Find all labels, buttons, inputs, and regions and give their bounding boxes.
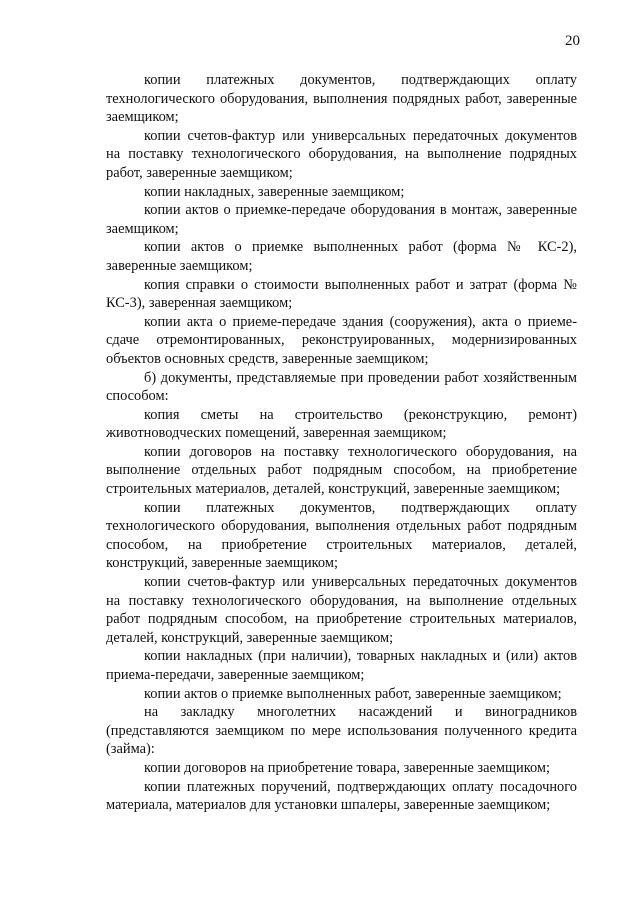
paragraph: копии накладных (при наличии), товарных накладных и (или) актов приема-передачи, заверенные заемщиком;	[106, 648, 577, 683]
paragraph: на закладку многолетних насаждений и виноградников (представляются заемщиком по мере использования полученного кредита (займа):	[106, 704, 577, 758]
paragraph: копии счетов-фактур или универсальных передаточных документов на поставку технологического оборудования, на выполнение отдельных работ подрядным способом, на приобретение строительных материалов, деталей, конструкций, заверенные заемщиком;	[106, 574, 577, 646]
paragraph: копии договоров на поставку технологического оборудования, на выполнение отдельных работ подрядным способом, на приобретение строительных материалов, деталей, конструкций, заверенные заемщиком;	[106, 443, 577, 498]
paragraph: копия сметы на строительство (реконструкцию, ремонт) животноводческих помещений, заверенная заемщиком;	[106, 406, 577, 442]
paragraph: копия справки о стоимости выполненных работ и затрат (форма № КС-3), заверенная заемщиком;	[106, 276, 577, 312]
subsection-heading: б) документы, представляемые при проведении работ хозяйственным способом:	[106, 369, 577, 405]
page-number: 20	[565, 33, 580, 49]
paragraph: копии счетов-фактур или универсальных передаточных документов на поставку технологического оборудования, на выполнение подрядных работ, заверенные заемщиком;	[106, 127, 577, 181]
paragraph: копии актов о приемке-передаче оборудования в монтаж, заверенные заемщиком;	[106, 202, 577, 237]
paragraph: копии актов о приемке выполненных работ, заверенные заемщиком;	[144, 685, 562, 702]
paragraph: копии актов о приемке выполненных работ (форма № КС-2), заверенные заемщиком;	[106, 239, 577, 274]
paragraph: копии платежных документов, подтверждающих оплату технологического оборудования, выполнения отдельных работ подрядным способом, на приобретение строительных материалов, деталей, конструкций, заверенные заемщиком;	[106, 499, 577, 572]
paragraph: копии платежных документов, подтверждающих оплату технологического оборудования, выполнения подрядных работ, заверенные заемщиком;	[106, 72, 577, 126]
paragraph: копии акта о приеме-передаче здания (сооружения), акта о приеме-сдаче отремонтированных, реконструированных, модернизированных объектов основных средств, заверенные заемщиком;	[106, 313, 577, 367]
paragraph: копии договоров на приобретение товара, заверенные заемщиком;	[144, 759, 551, 776]
paragraph: копии накладных, заверенные заемщиком;	[144, 183, 405, 200]
paragraph: копии платежных поручений, подтверждающих оплату посадочного материала, материалов для установки шпалеры, заверенные заемщиком;	[106, 778, 577, 814]
document-body	[106, 71, 577, 815]
